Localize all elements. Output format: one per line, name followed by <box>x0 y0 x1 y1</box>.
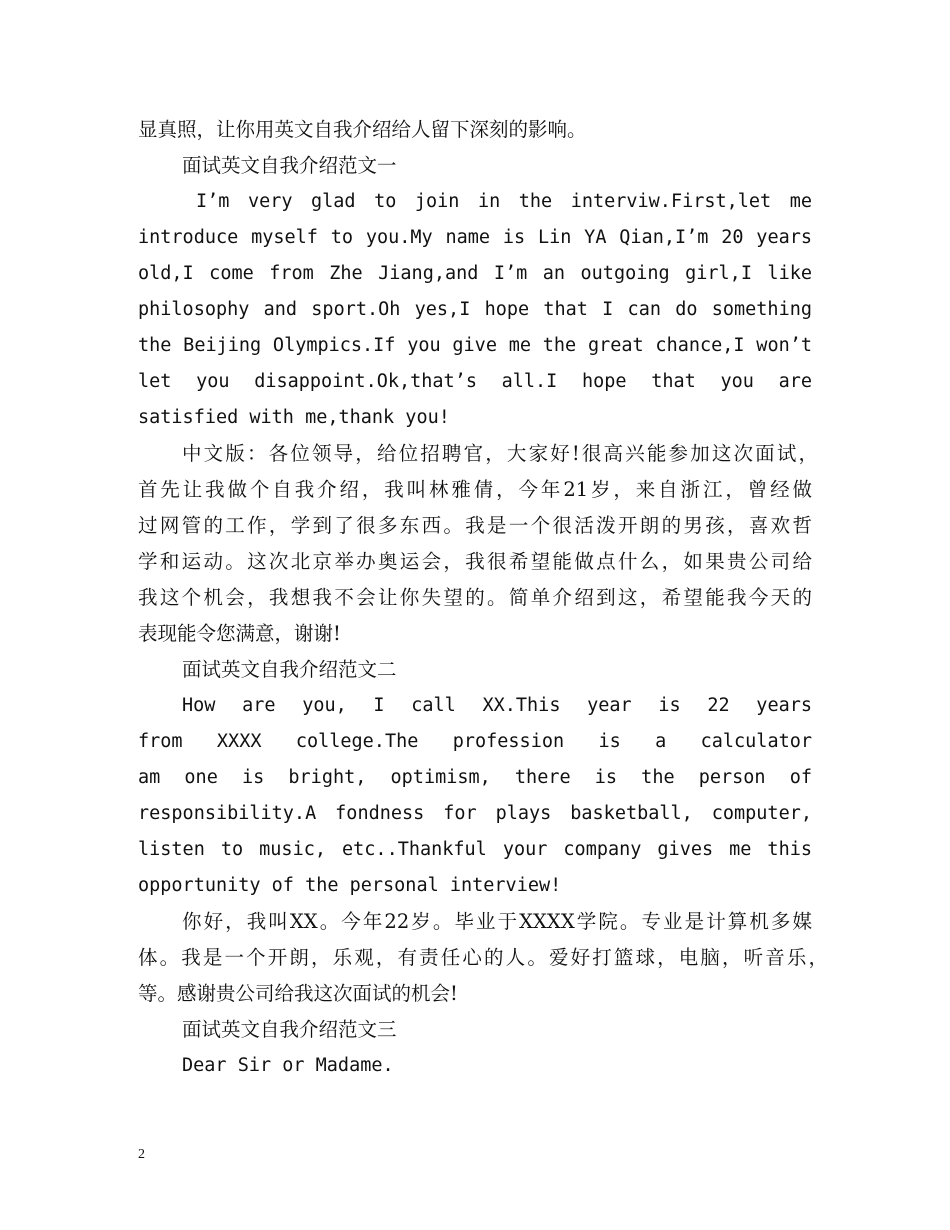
english-paragraph-line: philosophy and sport.Oh yes,I hope that I can do something <box>138 299 812 320</box>
chinese-paragraph-line: 你好，我叫XX。今年22岁。毕业于XXXX学院。专业是计算机多媒 <box>182 910 812 933</box>
english-paragraph-line: from XXXX college.The profession is a calculator <box>138 731 812 752</box>
chinese-paragraph-line: 我这个机会，我想我不会让你失望的。简单介绍到这，希望能我今天的 <box>138 586 812 609</box>
english-paragraph-line: I’m very glad to join in the interviw.First,let me <box>196 191 812 212</box>
english-paragraph-line: let you disappoint.Ok,that’s all.I hope that you are <box>138 371 812 392</box>
chinese-paragraph-line: 表现能令您满意，谢谢! <box>138 622 341 645</box>
body-line: 显真照，让你用英文自我介绍给人留下深刻的影响。 <box>138 118 587 141</box>
chinese-paragraph-line: 中文版：各位领导，给位招聘官，大家好!很高兴能参加这次面试， <box>182 442 818 465</box>
english-paragraph-line: listen to music, etc..Thankful your company gives me this <box>138 839 812 860</box>
english-paragraph-line: satisfied with me,thank you! <box>138 407 450 428</box>
english-paragraph-line: opportunity of the personal interview! <box>138 875 562 896</box>
english-paragraph-line: introduce myself to you.My name is Lin YA Qian,I’m 20 years <box>138 227 812 248</box>
chinese-paragraph-line: 首先让我做个自我介绍，我叫林雅倩，今年21岁，来自浙江，曾经做 <box>138 478 812 501</box>
section-heading: 面试英文自我介绍范文三 <box>182 1018 397 1041</box>
english-paragraph-line: How are you, I call XX.This year is 22 years <box>182 695 812 716</box>
english-paragraph-line: am one is bright, optimism, there is the person of <box>138 767 812 788</box>
english-paragraph-line: Dear Sir or Madame. <box>182 1055 394 1076</box>
chinese-paragraph-line: 过网管的工作，学到了很多东西。我是一个很活泼开朗的男孩，喜欢哲 <box>138 514 812 537</box>
chinese-paragraph-line: 等。感谢贵公司给我这次面试的机会! <box>138 982 458 1005</box>
english-paragraph-line: responsibility.A fondness for plays basketball, computer, <box>138 803 812 824</box>
english-paragraph-line: old,I come from Zhe Jiang,and I’m an outgoing girl,I like <box>138 263 812 284</box>
section-heading: 面试英文自我介绍范文二 <box>182 658 397 681</box>
chinese-paragraph-line: 学和运动。这次北京举办奥运会，我很希望能做点什么，如果贵公司给 <box>138 550 812 573</box>
english-paragraph-line: the Beijing Olympics.If you give me the great chance,I won’t <box>138 335 812 356</box>
section-heading: 面试英文自我介绍范文一 <box>182 154 397 177</box>
page-number: 2 <box>138 1147 145 1162</box>
chinese-paragraph-line: 体。我是一个开朗，乐观，有责任心的人。爱好打篮球，电脑，听音乐， <box>138 946 828 969</box>
